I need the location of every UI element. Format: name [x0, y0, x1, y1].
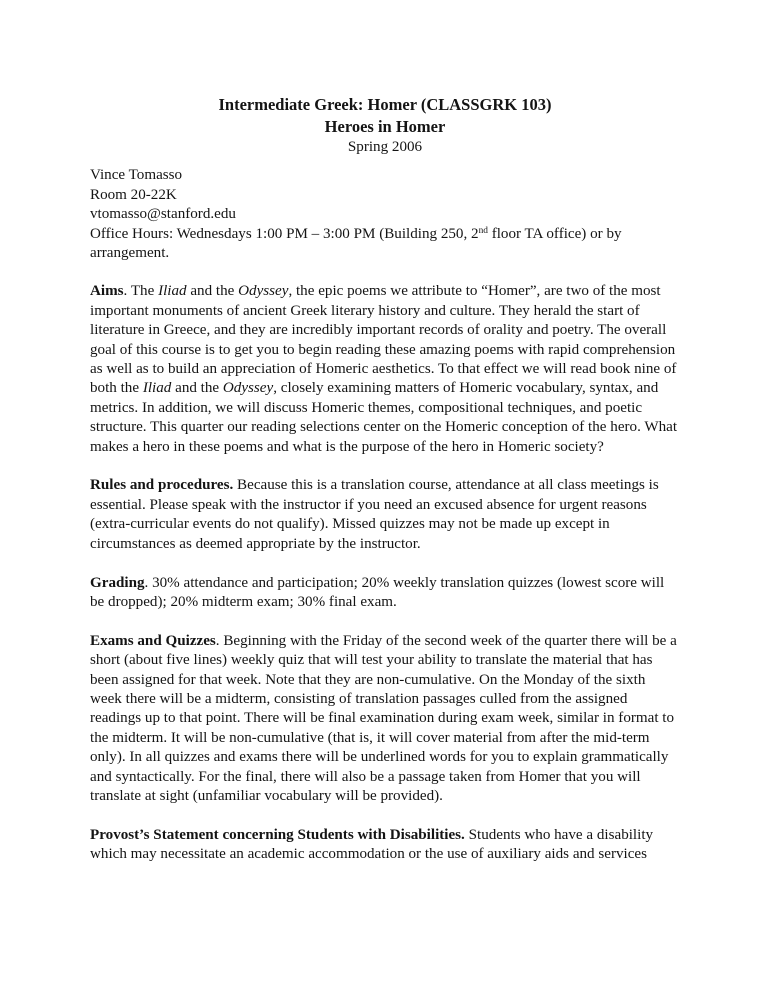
- paragraph-exams-and-quizzes: Exams and Quizzes. Beginning with the Friday of the second week of the quarter there will be a short (about five lines) weekly quiz that will test your ability to translate the material that has been assigned for that week. Note that they are non-cumulative. On the Monday of the sixth week there will be a midterm, consisting of translation passages culled from the assigned readings up to that point. There will be final examination during exam week, similar in format to the midterm. It will be non-cumulative (that is, it will cover material from after the mid-term only). In all quizzes and exams there will be underlined words for you to explain grammatically and syntactically. For the final, there will also be a passage taken from Homer that you will translate at sight (unfamiliar vocabulary will be provided).: [90, 632, 677, 804]
- course-title: Intermediate Greek: Homer (CLASSGRK 103): [218, 95, 552, 114]
- paragraph-provost-statement: Provost’s Statement concerning Students with Disabilities. Students who have a disability which may necessitate an academic accommodation or the use of auxiliary aids and services: [90, 826, 654, 863]
- office-hours: Office Hours: Wednesdays 1:00 PM – 3:00 PM (Building 250, 2nd floor TA office) or by arrangement.: [90, 225, 622, 262]
- document-header: [90, 94, 680, 157]
- instructor-email: vtomasso@stanford.edu: [90, 206, 236, 223]
- paragraph-grading: Grading. 30% attendance and participation; 20% weekly translation quizzes (lowest score will be dropped); 20% midterm exam; 30% final exam.: [90, 574, 665, 610]
- instructor-contact-block: [90, 166, 680, 263]
- paragraph-aims: Aims. The Iliad and the Odyssey, the epic poems we attribute to “Homer”, are two of the most important monuments of ancient Greek literary history and culture. They herald the start of literature in Greece, and they are incredibly important records of orality and poetry. The overall goal of this course is to get you to begin reading these amazing poems with rapid comprehension as well as to build an appreciation of Homeric aesthetics. To that effect we will read book nine of both the Iliad and the Odyssey, closely examining matters of Homeric vocabulary, syntax, and metrics. In addition, we will discuss Homeric themes, compositional techniques, and poetic structure. This quarter our reading selections center on the Homeric conception of the hero. What makes a hero in these poems and what is the purpose of the hero in Homeric society?: [90, 283, 678, 455]
- paragraph-rules-and-procedures: Rules and procedures. Because this is a translation course, attendance at all class meetings is essential. Please speak with the instructor if you need an excused absence for urgent reasons (extra-curricular events do not qualify). Missed quizzes may not be made up except in circumstances as deemed appropriate by the instructor.: [90, 477, 659, 552]
- term-label: Spring 2006: [347, 139, 423, 155]
- course-subtitle: Heroes in Homer: [324, 117, 446, 136]
- instructor-room: Room 20-22K: [90, 186, 177, 203]
- instructor-name: Vince Tomasso: [90, 167, 183, 184]
